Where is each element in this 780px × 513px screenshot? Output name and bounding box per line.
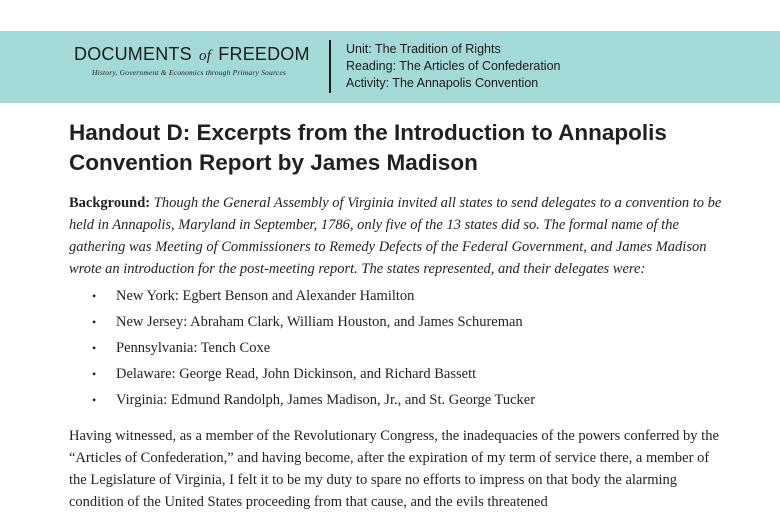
brand-logo — [74, 43, 324, 77]
list-item — [69, 335, 729, 361]
bullet-icon: • — [92, 341, 97, 355]
bullet-icon: • — [92, 393, 97, 407]
list-item — [69, 283, 729, 309]
brand-main: DOCUMENTS — [74, 44, 192, 64]
brand-subtitle: History, Government & Economics through Primary Sources — [92, 68, 286, 77]
list-item — [69, 309, 729, 335]
delegate-text: Virginia: Edmund Randolph, James Madison, Jr., and St. George Tucker — [116, 392, 536, 408]
delegate-text: New Jersey: Abraham Clark, William Houston, and James Schureman — [116, 314, 523, 330]
background-label: Background: — [69, 195, 151, 211]
body-paragraph: Having witnessed, as a member of the Revolutionary Congress, the inadequacies of the powers conferred by the “Articles of Confederation,” and having become, after the expiration of my term of service there, a member of the Legislature of Virginia, I felt it to be my duty to spare no efforts to impress on that body the alarming condition of the United States proceeding from that cause, and the evils threatened — [69, 428, 719, 510]
activity-line: Activity: The Annapolis Convention — [346, 76, 539, 90]
header-band — [0, 31, 780, 103]
handout-title: Handout D: Excerpts from the Introduction to Annapolis Convention Report by James Madison — [69, 120, 667, 175]
background-text: Though the General Assembly of Virginia invited all states to send delegates to a convention to be held in Annapolis, Maryland in September, 1786, only five of the 13 states did so. The formal name of the gathering was Meeting of Commissioners to Remedy Defects of the Federal Government, and James Madison wrote an introduction for the post-meeting report. The states represented, and their delegates were: — [69, 195, 722, 277]
bullet-icon: • — [92, 289, 97, 303]
delegate-text: Delaware: George Read, John Dickinson, and Richard Bassett — [116, 366, 477, 382]
background-paragraph — [69, 192, 729, 280]
reading-line: Reading: The Articles of Confederation — [346, 59, 561, 73]
unit-info — [346, 41, 560, 92]
list-item — [69, 361, 729, 387]
brand-of: of — [199, 48, 212, 64]
brand-title — [74, 43, 324, 67]
unit-line: Unit: The Tradition of Rights — [346, 42, 501, 56]
delegate-list — [69, 283, 729, 413]
delegate-text: Pennsylvania: Tench Coxe — [116, 340, 271, 356]
brand-end: FREEDOM — [218, 44, 310, 64]
header-divider — [329, 40, 331, 93]
bullet-icon: • — [92, 367, 97, 381]
bullet-icon: • — [92, 315, 97, 329]
delegate-text: New York: Egbert Benson and Alexander Hamilton — [116, 288, 415, 304]
list-item — [69, 387, 729, 413]
